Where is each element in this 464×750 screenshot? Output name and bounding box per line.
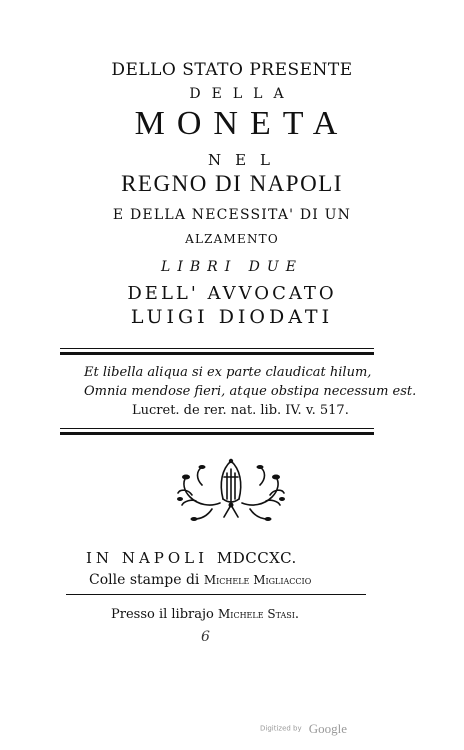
handwritten-mark: 6 <box>201 629 210 645</box>
seller-name: Michele Stasi <box>218 607 295 621</box>
epigraph-line-2: Omnia mendose fieri, atque obstipa necessum est. <box>84 384 417 399</box>
digitized-text: Digitized by <box>260 724 302 733</box>
author-title: DELL' AVVOCATO <box>127 283 337 304</box>
imprint-year: MDCCXC. <box>216 549 297 567</box>
seller-prefix: Presso il librajo <box>111 607 214 622</box>
title-line-alzamento: ALZAMENTO <box>185 232 279 246</box>
imprint-place: IN NAPOLI <box>86 549 209 567</box>
title-line-libri: LIBRI DUE <box>161 259 303 275</box>
lyre-ornament-icon <box>172 455 290 525</box>
google-logo-text: Google <box>308 720 348 736</box>
double-rule-top <box>60 348 374 355</box>
main-title-moneta: MONETA <box>134 105 350 142</box>
imprint-place-year <box>86 549 297 567</box>
printer-prefix: Colle stampe di <box>89 572 200 588</box>
double-rule-bottom <box>60 428 374 435</box>
single-rule <box>66 594 366 595</box>
imprint-printer <box>89 572 311 588</box>
epigraph-citation: Lucret. de rer. nat. lib. IV. v. 517. <box>132 403 349 418</box>
digitized-by-google-watermark <box>260 718 347 737</box>
title-line-2: DELLA <box>189 86 295 102</box>
author-name: LUIGI DIODATI <box>130 306 334 328</box>
title-line-necessita: E DELLA NECESSITA' DI UN <box>112 207 352 223</box>
imprint-seller <box>111 607 299 622</box>
title-line-regno: REGNO DI NAPOLI <box>121 171 343 196</box>
seller-suffix: . <box>294 607 300 622</box>
epigraph-line-1: Et libella aliqua si ex parte claudicat hilum, <box>84 365 372 380</box>
printer-name: Michele Migliaccio <box>203 573 312 587</box>
title-line-1: DELLO STATO PRESENTE <box>111 60 353 80</box>
title-line-nel: NEL <box>207 151 285 169</box>
